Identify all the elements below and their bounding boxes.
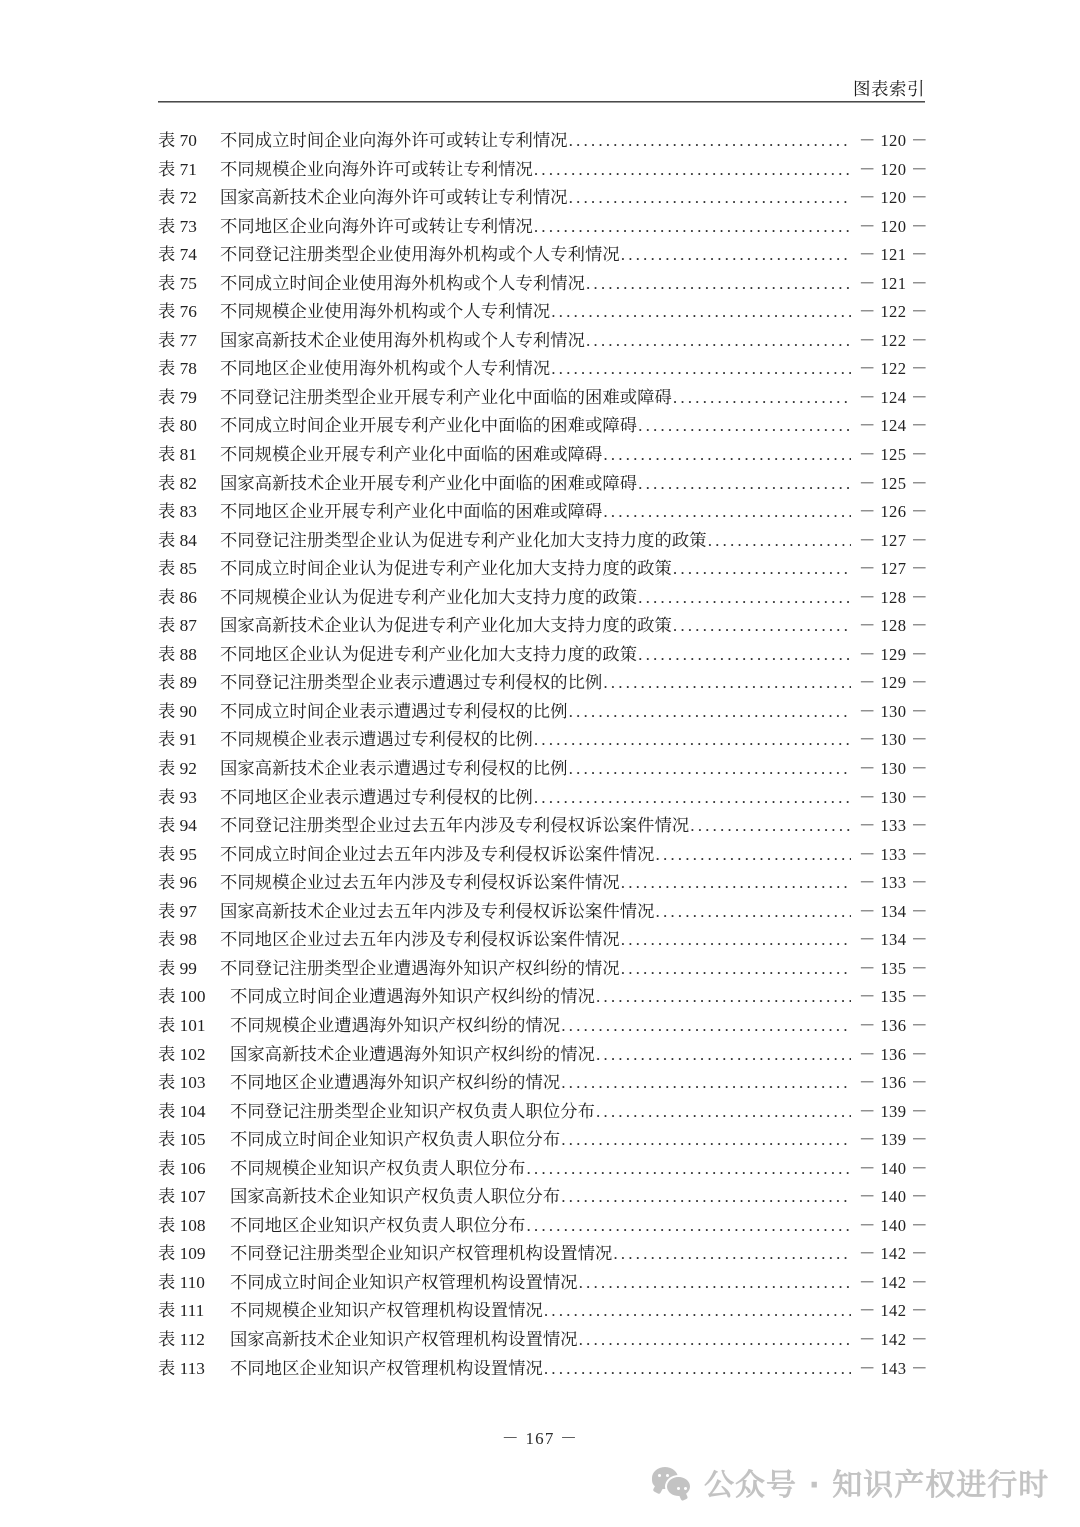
toc-entry-label: 表 105 (158, 1130, 206, 1150)
toc-entry-title: 不同成立时间企业知识产权管理机构设置情况 (230, 1272, 578, 1292)
toc-leader-dots (534, 788, 851, 805)
toc-entry-title: 不同规模企业过去五年内涉及专利侵权诉讼案件情况 (220, 873, 620, 893)
header-divider (158, 101, 925, 103)
toc-leader-dots (690, 816, 851, 833)
toc-entry-page-number: － 128 － (858, 616, 928, 636)
toc-entry[interactable] (158, 668, 928, 697)
toc-entry-label: 表 100 (158, 987, 206, 1007)
toc-entry-page-number: － 135 － (858, 958, 928, 978)
toc-entry-title: 不同成立时间企业知识产权负责人职位分布 (230, 1130, 561, 1150)
toc-entry-label: 表 97 (158, 901, 197, 921)
toc-entry-title: 不同地区企业认为促进专利产业化加大支持力度的政策 (220, 644, 638, 664)
toc-entry-label: 表 74 (158, 245, 197, 265)
toc-leader-dots (561, 1130, 851, 1147)
toc-entry-title: 国家高新技术企业开展专利产业化中面临的困难或障碍 (220, 473, 638, 493)
toc-entry-label: 表 78 (158, 359, 197, 379)
toc-entry[interactable] (158, 1268, 928, 1297)
toc-entry-title: 不同成立时间企业使用海外机构或个人专利情况 (220, 273, 586, 293)
toc-entry-label: 表 108 (158, 1215, 206, 1235)
toc-leader-dots (673, 559, 851, 576)
toc-entry-title: 不同登记注册类型企业认为促进专利产业化加大支持力度的政策 (220, 530, 707, 550)
toc-entry-page-number: － 122 － (858, 359, 928, 379)
toc-leader-dots (638, 645, 851, 662)
toc-leader-dots (638, 416, 851, 433)
toc-entry[interactable] (158, 1182, 928, 1211)
toc-entry-title: 不同成立时间企业表示遭遇过专利侵权的比例 (220, 701, 568, 721)
toc-entry-title: 不同成立时间企业认为促进专利产业化加大支持力度的政策 (220, 559, 672, 579)
toc-entry-label: 表 109 (158, 1244, 206, 1264)
toc-entry-page-number: － 121 － (858, 273, 928, 293)
toc-entry-label: 表 80 (158, 416, 197, 436)
toc-entry-title: 不同地区企业表示遭遇过专利侵权的比例 (220, 787, 533, 807)
toc-entry-page-number: － 128 － (858, 587, 928, 607)
toc-entry[interactable] (158, 840, 928, 869)
toc-entry-title: 国家高新技术企业向海外许可或转让专利情况 (220, 188, 568, 208)
toc-entry-title: 不同登记注册类型企业遭遇海外知识产权纠纷的情况 (220, 958, 620, 978)
toc-entry[interactable] (158, 697, 928, 726)
toc-entry-page-number: － 124 － (858, 387, 928, 407)
toc-entry-page-number: － 134 － (858, 930, 928, 950)
toc-entry-page-number: － 142 － (858, 1244, 928, 1264)
toc-entry-title: 不同地区企业使用海外机构或个人专利情况 (220, 359, 551, 379)
toc-entry-title: 不同规模企业知识产权管理机构设置情况 (230, 1301, 543, 1321)
toc-entry[interactable] (158, 783, 928, 812)
toc-entry-label: 表 101 (158, 1015, 206, 1035)
toc-entry-label: 表 110 (158, 1272, 205, 1292)
toc-entry[interactable] (158, 1239, 928, 1268)
toc-leader-dots (613, 1244, 851, 1261)
toc-entry-page-number: － 133 － (858, 816, 928, 836)
toc-entry-label: 表 112 (158, 1329, 205, 1349)
toc-entry-page-number: － 139 － (858, 1130, 928, 1150)
toc-entry[interactable] (158, 155, 928, 184)
toc-entry-title: 不同登记注册类型企业表示遭遇过专利侵权的比例 (220, 673, 603, 693)
toc-entry-title: 不同规模企业使用海外机构或个人专利情况 (220, 302, 551, 322)
toc-leader-dots (708, 531, 851, 548)
toc-entry[interactable] (158, 440, 928, 469)
toc-entry-label: 表 113 (158, 1358, 205, 1378)
toc-entry[interactable] (158, 811, 928, 840)
toc-entry-label: 表 104 (158, 1101, 206, 1121)
toc-entry-title: 不同成立时间企业向海外许可或转让专利情况 (220, 131, 568, 150)
toc-entry[interactable] (158, 126, 928, 155)
toc-entry-label: 表 107 (158, 1187, 206, 1207)
wechat-icon (652, 1466, 692, 1498)
running-header (158, 66, 925, 100)
toc-leader-dots (656, 845, 851, 862)
toc-entry[interactable] (158, 1325, 928, 1354)
toc-entry-title: 国家高新技术企业过去五年内涉及专利侵权诉讼案件情况 (220, 901, 655, 921)
toc-entry-label: 表 81 (158, 445, 197, 465)
toc-leader-dots (526, 1159, 851, 1176)
toc-leader-dots (579, 1330, 851, 1347)
toc-leader-dots (603, 445, 851, 462)
toc-entry-label: 表 82 (158, 473, 197, 493)
toc-entry[interactable] (158, 1211, 928, 1240)
toc-entry-title: 不同规模企业开展专利产业化中面临的困难或障碍 (220, 445, 603, 465)
toc-entry[interactable] (158, 754, 928, 783)
toc-entry-page-number: － 140 － (858, 1187, 928, 1207)
toc-entry-title: 不同规模企业知识产权负责人职位分布 (230, 1158, 526, 1178)
toc-entry-title: 不同登记注册类型企业知识产权负责人职位分布 (230, 1101, 596, 1121)
toc-entry[interactable] (158, 554, 928, 583)
toc-leader-dots (569, 188, 851, 205)
toc-entry-label: 表 92 (158, 759, 197, 779)
toc-entry-title: 国家高新技术企业知识产权管理机构设置情况 (230, 1329, 578, 1349)
toc-leader-dots (603, 502, 851, 519)
toc-entry-title: 不同地区企业知识产权负责人职位分布 (230, 1215, 526, 1235)
toc-entry[interactable] (158, 640, 928, 669)
toc-leader-dots (638, 588, 851, 605)
toc-entry[interactable] (158, 297, 928, 326)
toc-entry-label: 表 103 (158, 1073, 206, 1093)
toc-entry-label: 表 86 (158, 587, 197, 607)
toc-entry-label: 表 83 (158, 502, 197, 522)
toc-entry[interactable] (158, 1296, 928, 1325)
toc-leader-dots (534, 730, 851, 747)
toc-entry-label: 表 89 (158, 673, 197, 693)
toc-entry-page-number: － 133 － (858, 873, 928, 893)
toc-entry-page-number: － 127 － (858, 530, 928, 550)
toc-entry-label: 表 84 (158, 530, 197, 550)
toc-entry-page-number: － 142 － (858, 1329, 928, 1349)
toc-entry[interactable] (158, 1125, 928, 1154)
toc-entry-label: 表 96 (158, 873, 197, 893)
toc-leader-dots (603, 673, 851, 690)
toc-entry-page-number: － 127 － (858, 559, 928, 579)
toc-leader-dots (673, 388, 851, 405)
toc-entry-page-number: － 126 － (858, 502, 928, 522)
toc-leader-dots (621, 959, 851, 976)
toc-entry-title: 不同地区企业向海外许可或转让专利情况 (220, 216, 533, 236)
toc-entry[interactable] (158, 1097, 928, 1126)
toc-entry-label: 表 79 (158, 387, 197, 407)
toc-entry-page-number: － 122 － (858, 330, 928, 350)
toc-entry-label: 表 102 (158, 1044, 206, 1064)
toc-entry-label: 表 87 (158, 616, 197, 636)
toc-entry-label: 表 71 (158, 159, 197, 179)
toc-entry[interactable] (158, 897, 928, 926)
toc-entry-title: 不同地区企业知识产权管理机构设置情况 (230, 1358, 543, 1378)
toc-entry-page-number: － 122 － (858, 302, 928, 322)
toc-leader-dots (596, 1045, 851, 1062)
toc-entry[interactable] (158, 411, 928, 440)
toc-entry-page-number: － 130 － (858, 701, 928, 721)
toc-entry-page-number: － 124 － (858, 416, 928, 436)
toc-entry[interactable] (158, 469, 928, 498)
toc-entry-page-number: － 136 － (858, 1073, 928, 1093)
toc-leader-dots (579, 1273, 851, 1290)
toc-entry-title: 国家高新技术企业使用海外机构或个人专利情况 (220, 330, 586, 350)
toc-entry-title: 国家高新技术企业知识产权负责人职位分布 (230, 1187, 561, 1207)
toc-entry-page-number: － 139 － (858, 1101, 928, 1121)
toc-entry-page-number: － 120 － (858, 131, 928, 150)
toc-leader-dots (534, 160, 851, 177)
toc-leader-dots (586, 331, 851, 348)
toc-leader-dots (596, 1102, 851, 1119)
toc-entry[interactable] (158, 1354, 928, 1383)
toc-leader-dots (551, 302, 851, 319)
toc-entry-page-number: － 140 － (858, 1215, 928, 1235)
toc-entry-page-number: － 125 － (858, 445, 928, 465)
toc-entry[interactable] (158, 240, 928, 269)
toc-entry-label: 表 95 (158, 844, 197, 864)
toc-entry-page-number: － 129 － (858, 644, 928, 664)
toc-entry[interactable] (158, 383, 928, 412)
toc-entry-page-number: － 142 － (858, 1301, 928, 1321)
toc-entry[interactable] (158, 269, 928, 298)
toc-leader-dots (656, 902, 851, 919)
toc-entry[interactable] (158, 183, 928, 212)
toc-leader-dots (673, 616, 851, 633)
toc-entry-page-number: － 125 － (858, 473, 928, 493)
toc-leader-dots (638, 474, 851, 491)
toc-entry[interactable] (158, 611, 928, 640)
toc-entry-title: 不同地区企业开展专利产业化中面临的困难或障碍 (220, 502, 603, 522)
toc-leader-dots (569, 702, 851, 719)
toc-entry-label: 表 70 (158, 131, 197, 150)
toc-entry-title: 不同规模企业遭遇海外知识产权纠纷的情况 (230, 1015, 561, 1035)
toc-leader-dots (621, 930, 851, 947)
toc-leader-dots (526, 1216, 851, 1233)
toc-entry-label: 表 99 (158, 958, 197, 978)
footer-page-number: － 167 － (501, 1429, 579, 1448)
toc-leader-dots (621, 873, 851, 890)
toc-entry-page-number: － 133 － (858, 844, 928, 864)
toc-leader-dots (561, 1073, 851, 1090)
toc-leader-dots (561, 1187, 851, 1204)
toc-entry[interactable] (158, 1068, 928, 1097)
toc-leader-dots (544, 1301, 851, 1318)
toc-entry[interactable] (158, 326, 928, 355)
toc-leader-dots (586, 274, 851, 291)
toc-entry-page-number: － 130 － (858, 730, 928, 750)
toc-entry-label: 表 85 (158, 559, 197, 579)
header-title: 图表索引 (853, 78, 925, 99)
toc-entry-title: 不同地区企业遭遇海外知识产权纠纷的情况 (230, 1073, 561, 1093)
toc-entry-title: 不同规模企业表示遭遇过专利侵权的比例 (220, 730, 533, 750)
toc-entry-label: 表 73 (158, 216, 197, 236)
toc-leader-dots (534, 217, 851, 234)
watermark-text: 公众号 · 知识产权进行时 (704, 1468, 1050, 1503)
toc-entry-title: 不同规模企业认为促进专利产业化加大支持力度的政策 (220, 587, 638, 607)
toc-entry-title: 不同成立时间企业开展专利产业化中面临的困难或障碍 (220, 416, 638, 436)
table-of-figures-list (158, 126, 928, 1382)
toc-entry-page-number: － 142 － (858, 1272, 928, 1292)
toc-entry-label: 表 94 (158, 816, 197, 836)
toc-entry[interactable] (158, 354, 928, 383)
toc-entry-label: 表 77 (158, 330, 197, 350)
toc-entry-page-number: － 129 － (858, 673, 928, 693)
toc-entry[interactable] (158, 868, 928, 897)
toc-leader-dots (621, 245, 851, 262)
toc-entry-title: 不同登记注册类型企业开展专利产业化中面临的困难或障碍 (220, 387, 672, 407)
toc-entry-page-number: － 143 － (858, 1358, 928, 1378)
toc-entry-label: 表 90 (158, 701, 197, 721)
toc-entry-page-number: － 140 － (858, 1158, 928, 1178)
toc-entry[interactable] (158, 725, 928, 754)
toc-entry-title: 不同地区企业过去五年内涉及专利侵权诉讼案件情况 (220, 930, 620, 950)
toc-entry-label: 表 98 (158, 930, 197, 950)
toc-entry-label: 表 88 (158, 644, 197, 664)
toc-entry[interactable] (158, 1154, 928, 1183)
toc-entry-label: 表 93 (158, 787, 197, 807)
toc-entry-label: 表 72 (158, 188, 197, 208)
toc-entry[interactable] (158, 925, 928, 954)
toc-entry-page-number: － 130 － (858, 787, 928, 807)
toc-leader-dots (569, 759, 851, 776)
toc-entry-label: 表 111 (158, 1301, 205, 1321)
toc-entry[interactable] (158, 212, 928, 241)
toc-entry-page-number: － 130 － (858, 759, 928, 779)
toc-entry-title: 国家高新技术企业遭遇海外知识产权纠纷的情况 (230, 1044, 596, 1064)
toc-entry[interactable] (158, 1040, 928, 1069)
toc-entry-label: 表 106 (158, 1158, 206, 1178)
toc-entry[interactable] (158, 982, 928, 1011)
toc-entry-label: 表 75 (158, 273, 197, 293)
toc-entry[interactable] (158, 1011, 928, 1040)
toc-entry-label: 表 91 (158, 730, 197, 750)
toc-entry-title: 国家高新技术企业认为促进专利产业化加大支持力度的政策 (220, 616, 672, 636)
toc-entry-page-number: － 121 － (858, 245, 928, 265)
toc-entry-title: 不同成立时间企业过去五年内涉及专利侵权诉讼案件情况 (220, 844, 655, 864)
toc-entry[interactable] (158, 497, 928, 526)
toc-entry-title: 不同成立时间企业遭遇海外知识产权纠纷的情况 (230, 987, 596, 1007)
toc-entry-title: 不同规模企业向海外许可或转让专利情况 (220, 159, 533, 179)
toc-entry-page-number: － 120 － (858, 188, 928, 208)
toc-leader-dots (569, 131, 851, 148)
toc-leader-dots (596, 987, 851, 1004)
toc-entry[interactable] (158, 583, 928, 612)
toc-entry-page-number: － 136 － (858, 1015, 928, 1035)
toc-leader-dots (551, 359, 851, 376)
toc-entry-page-number: － 134 － (858, 901, 928, 921)
toc-entry[interactable] (158, 954, 928, 983)
toc-entry-page-number: － 135 － (858, 987, 928, 1007)
toc-entry[interactable] (158, 526, 928, 555)
toc-entry-label: 表 76 (158, 302, 197, 322)
toc-entry-page-number: － 120 － (858, 216, 928, 236)
toc-entry-page-number: － 120 － (858, 159, 928, 179)
toc-entry-title: 不同登记注册类型企业使用海外机构或个人专利情况 (220, 245, 620, 265)
watermark (652, 1460, 1049, 1504)
toc-entry-title: 国家高新技术企业表示遭遇过专利侵权的比例 (220, 759, 568, 779)
toc-entry-title: 不同登记注册类型企业过去五年内涉及专利侵权诉讼案件情况 (220, 816, 690, 836)
toc-entry-title: 不同登记注册类型企业知识产权管理机构设置情况 (230, 1244, 613, 1264)
toc-leader-dots (561, 1016, 851, 1033)
toc-entry-page-number: － 136 － (858, 1044, 928, 1064)
toc-leader-dots (544, 1359, 851, 1376)
